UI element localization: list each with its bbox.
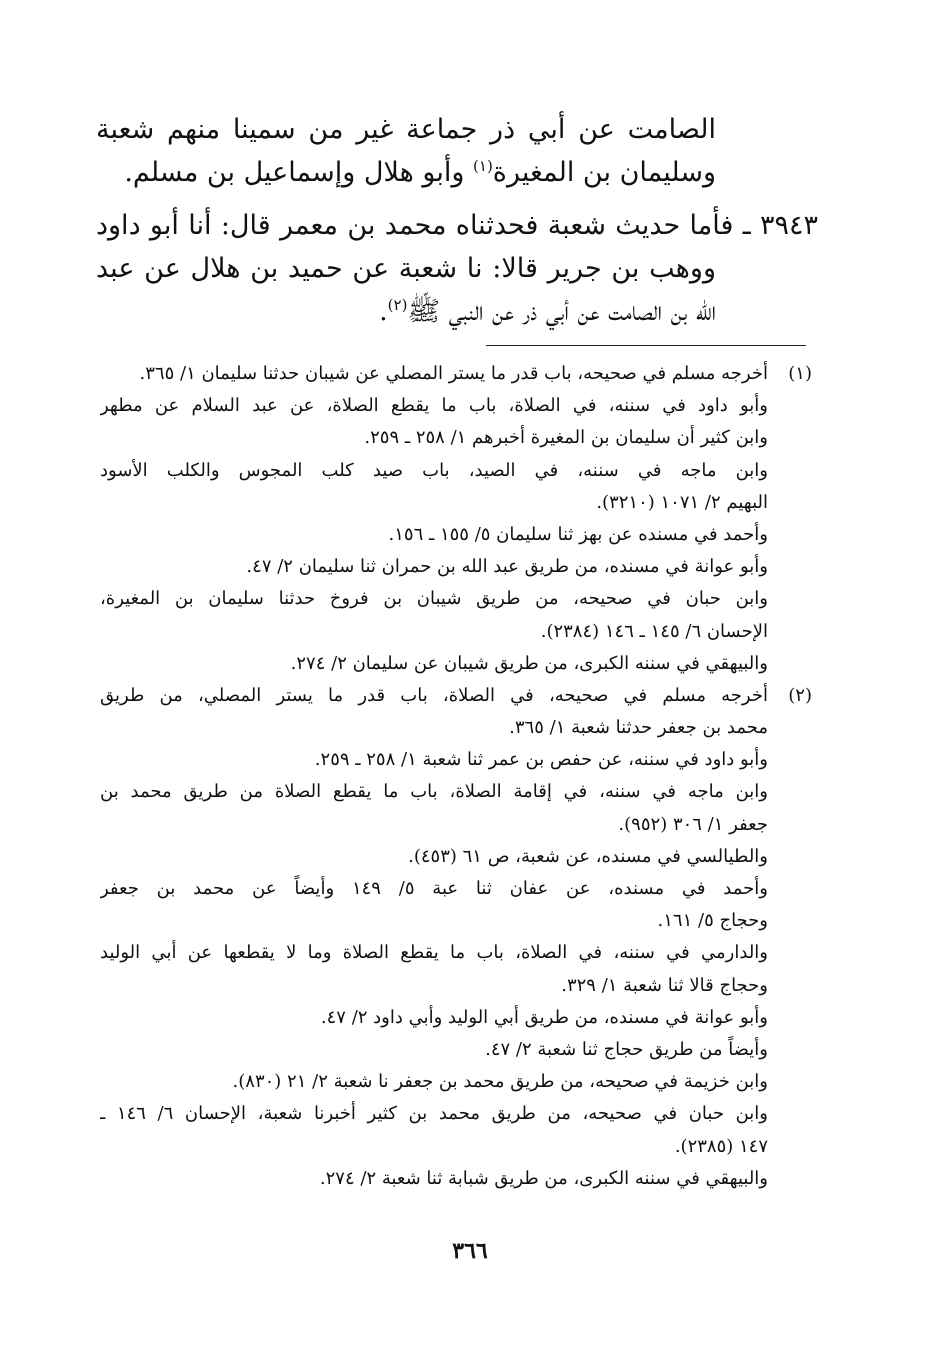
main-text — [96, 108, 818, 333]
footnote-line: وأبو داود في سننه، في الصلاة، باب ما يقطع الصلاة، عن عبد السلام عن مطهر — [100, 395, 768, 417]
footnote-line: جعفر ١/ ٣٠٦ (٩٥٢). — [618, 813, 768, 835]
main-text-line — [96, 290, 716, 333]
footnote-line: وأبو عوانة في مسنده، من طريق أبي الوليد وأبي داود ٢/ ٤٧. — [320, 1006, 768, 1028]
main-text-span: وأبو هلال وإسماعيل بن مسلم. — [124, 157, 474, 188]
footnote-line: وأحمد في مسنده، عن عفان ثنا عبة ٥/ ١٤٩ وأيضاً عن محمد بن جعفر — [100, 878, 768, 899]
footnote-line: وأبو عوانة في مسنده، من طريق عبد الله بن حمران ثنا سليمان ٢/ ٤٧. — [246, 556, 768, 578]
footnote-line: والبيهقي في سننه الكبرى، من طريق شيبان عن سليمان ٢/ ٢٧٤. — [290, 652, 768, 674]
footnote-marker: (١) — [788, 363, 812, 384]
main-text-line — [96, 151, 716, 194]
footnotes — [100, 358, 812, 1195]
main-text-line — [96, 247, 716, 290]
main-text-span: ٣٩٤٣ ـ فأما حديث شعبة فحدثناه محمد بن معمر قال: أنا أبو داود — [96, 210, 818, 241]
footnote-reference[interactable]: (٢) — [387, 296, 408, 314]
footnote-line: وابن حبان في صحيحه، من طريق محمد بن كثير أخبرنا شعبة، الإحسان ٦/ ١٤٦ ـ — [100, 1103, 768, 1125]
spacer — [96, 194, 818, 204]
footnote-line: وابن كثير أن سليمان بن المغيرة أخبرهم ١/ ٢٥٨ ـ ٢٥٩. — [364, 427, 768, 449]
footnote-line: البهيم ٢/ ١٠٧١ (٣٢١٠). — [596, 491, 768, 513]
main-text-span: الله بن الصامت عن أبي ذر عن النبي ﷺ — [407, 296, 716, 327]
footnote-marker: (٢) — [788, 684, 812, 706]
footnote-line: الإحسان ٦/ ١٤٥ ـ ١٤٦ (٢٣٨٤). — [540, 620, 768, 642]
main-text-span: وسليمان بن المغيرة — [492, 157, 716, 188]
footnote-line: أخرجه مسلم في صحيحه، في الصلاة، باب قدر ما يستر المصلي، من طريق — [100, 684, 768, 706]
footnote-line: والدارمي في سننه، في الصلاة، باب ما يقطع الصلاة وما لا يقطعها عن أبي الوليد — [100, 942, 768, 964]
footnote-2 — [100, 680, 812, 1195]
footnote-separator — [486, 345, 806, 346]
footnote-line: وأيضاً من طريق حجاج ثنا شعبة ٢/ ٤٧. — [485, 1038, 768, 1060]
footnote-line: وابن ماجه في سننه، في الصيد، باب صيد كلب المجوس والكلب الأسود — [100, 459, 768, 481]
footnote-reference[interactable]: (١) — [473, 157, 493, 175]
main-text-span: . — [379, 296, 388, 327]
footnote-line: وابن حبان في صحيحه، من طريق شيبان بن فروخ حدثنا سليمان بن المغيرة، — [100, 588, 768, 610]
footnote-line: أخرجه مسلم في صحيحه، باب قدر ما يستر المصلي عن شيبان حدثنا سليمان ١/ ٣٦٥. — [139, 363, 768, 384]
footnote-line: وأبو داود في سننه، عن حفص بن عمر ثنا شعبة ١/ ٢٥٨ ـ ٢٥٩. — [314, 749, 768, 771]
main-text-span: الصامت عن أبي ذر جماعة غير من سمينا منهم شعبة — [96, 114, 716, 145]
main-text-line — [96, 108, 716, 151]
footnote-line: محمد بن جعفر حدثنا شعبة ١/ ٣٦٥. — [509, 717, 768, 739]
page-number: ٣٦٦ — [452, 1238, 488, 1264]
footnote-line: ١٤٧ (٢٣٨٥). — [674, 1135, 768, 1157]
footnote-line: وحجاج قالا ثنا شعبة ١/ ٣٢٩. — [561, 974, 768, 996]
footnote-1 — [100, 358, 812, 680]
hadith-number-line — [96, 204, 818, 247]
footnote-line: وحجاج ٥/ ١٦١. — [657, 910, 768, 932]
main-text-span: ووهب بن جرير قالا: نا شعبة عن حميد بن هلال عن عبد — [96, 253, 716, 284]
footnote-line: والطيالسي في مسنده، عن شعبة، ص ٦١ (٤٥٣). — [408, 845, 768, 867]
footnote-line: والبيهقي في سننه الكبرى، من طريق شبابة ثنا شعبة ٢/ ٢٧٤. — [319, 1167, 768, 1189]
footnote-line: وابن ماجه في سننه، في إقامة الصلاة، باب ما يقطع الصلاة من طريق محمد بن — [100, 781, 768, 803]
footnote-line: وابن خزيمة في صحيحه، من طريق محمد بن جعفر نا شعبة ٢/ ٢١ (٨٣٠). — [232, 1071, 768, 1093]
footnote-line: وأحمد في مسنده عن بهز ثنا سليمان ٥/ ١٥٥ ـ ١٥٦. — [388, 523, 768, 545]
